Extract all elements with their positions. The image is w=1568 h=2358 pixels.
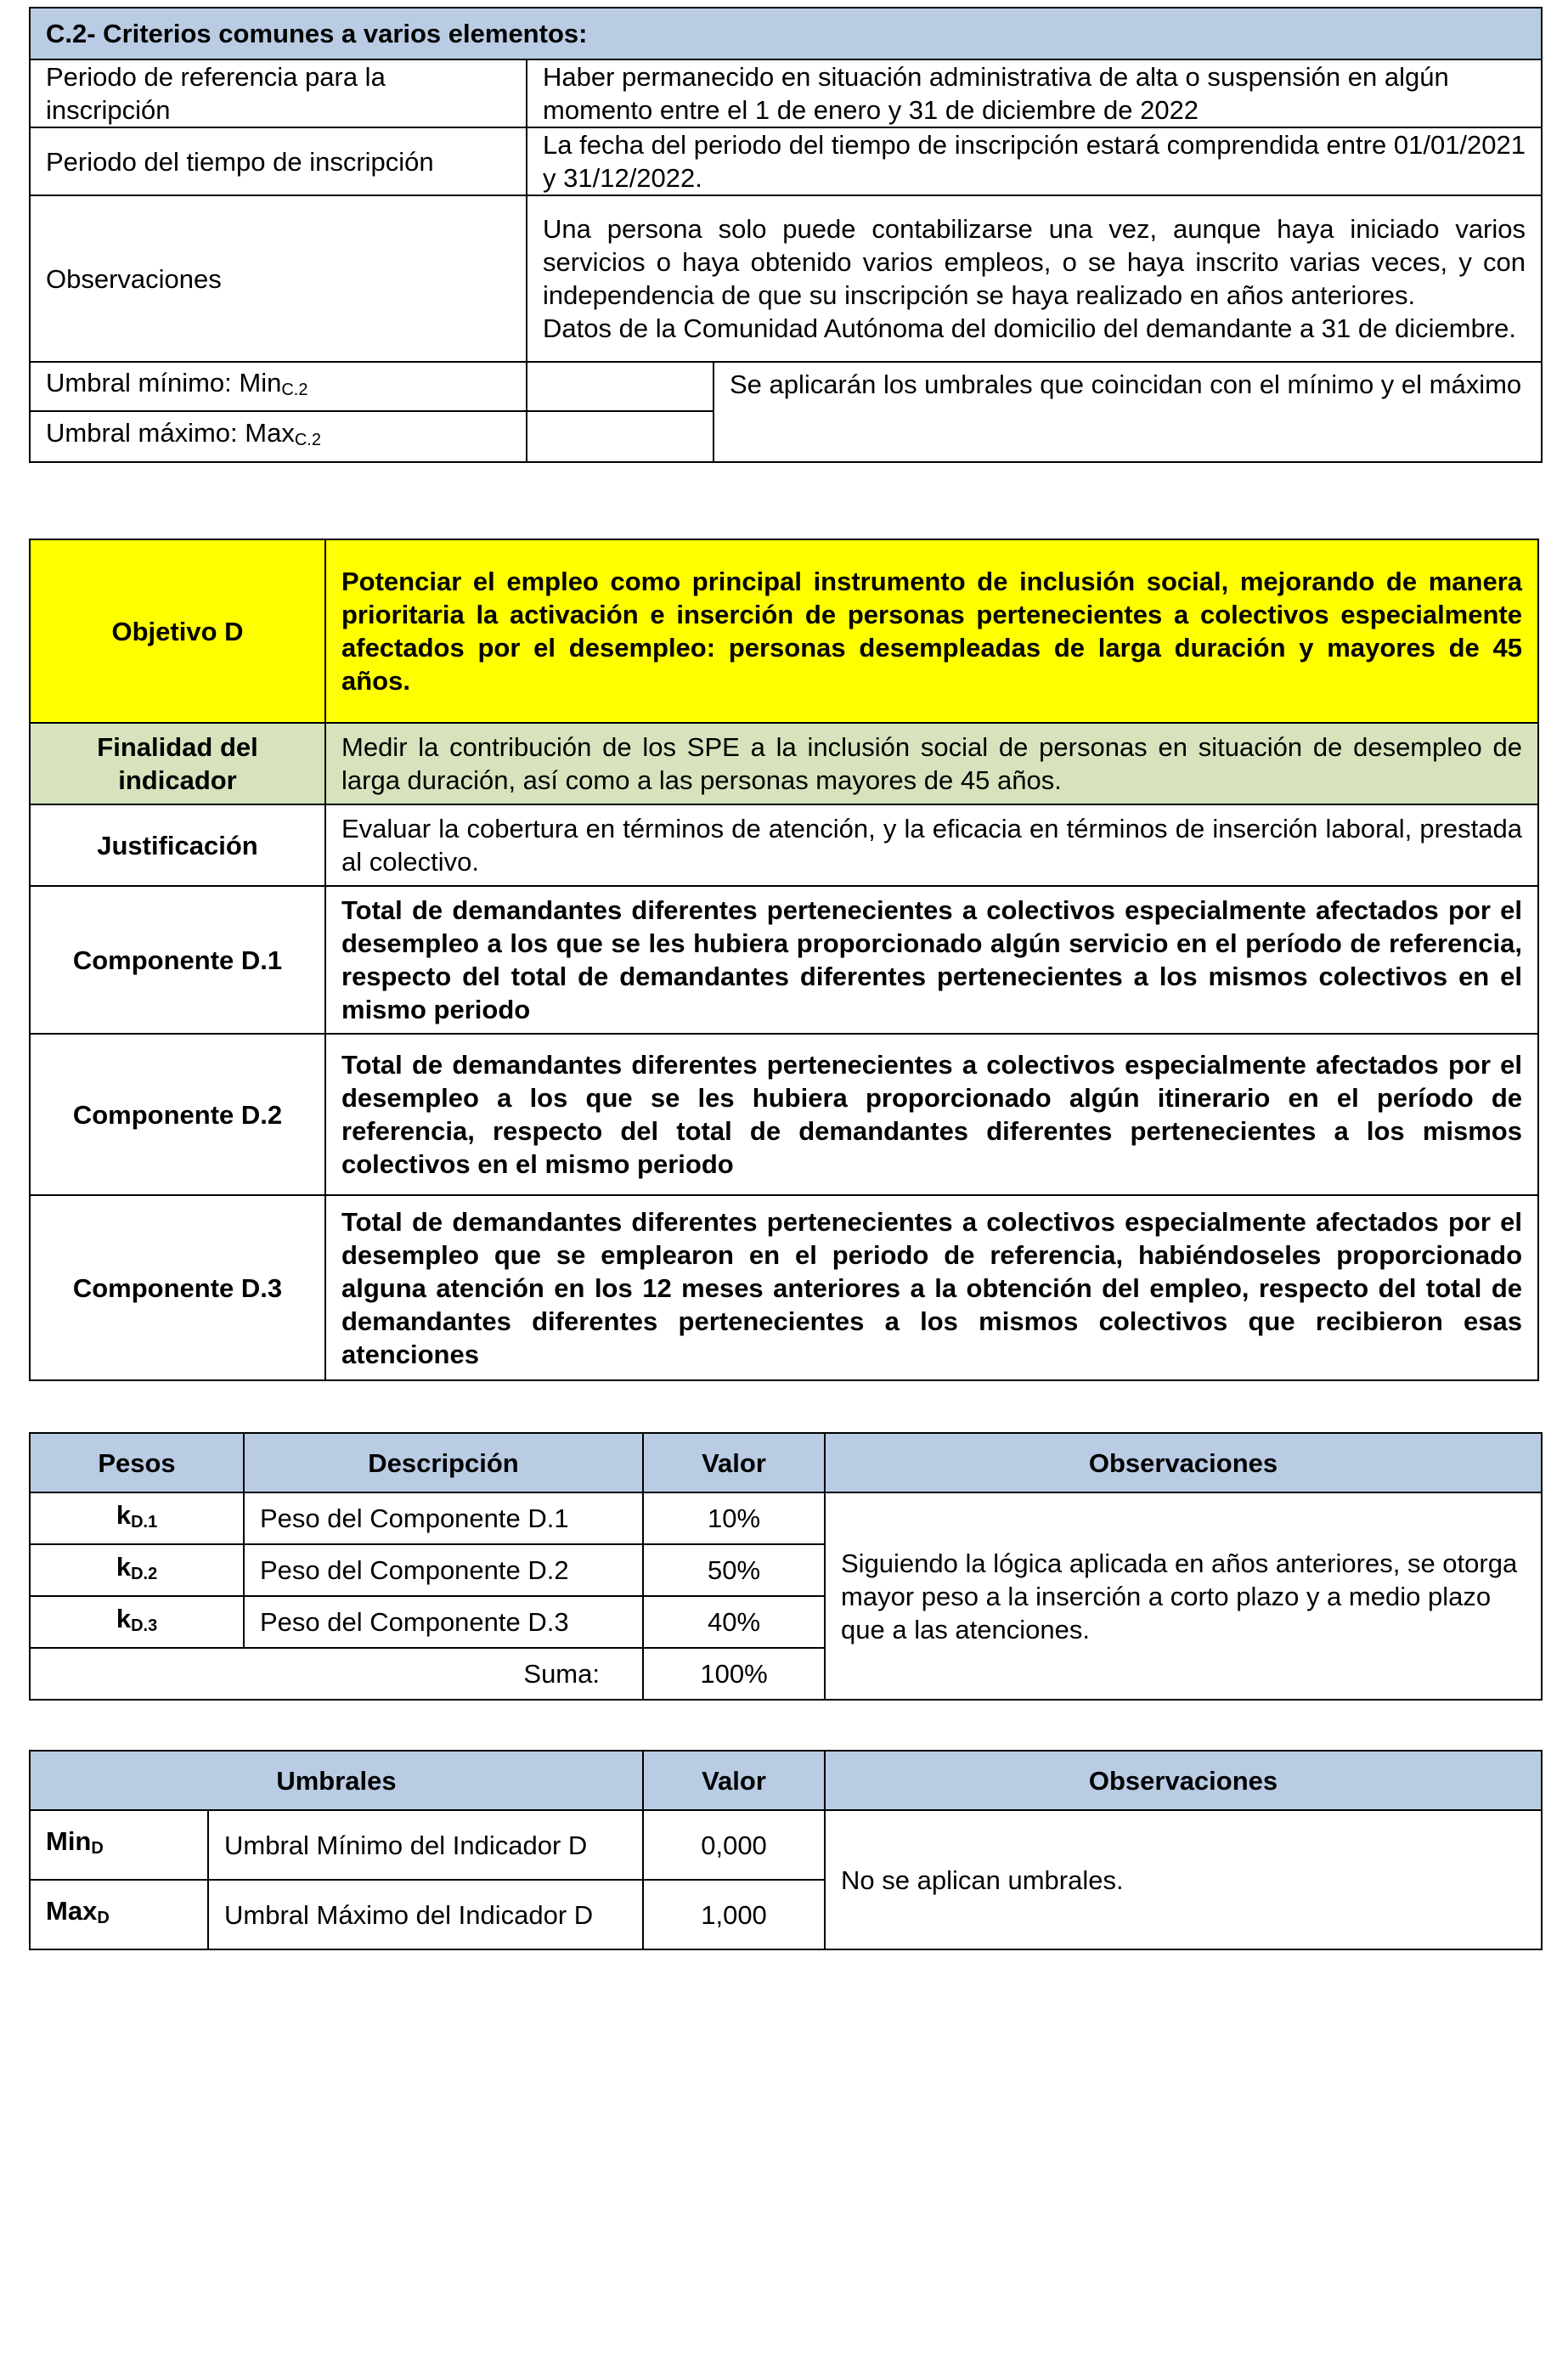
weight-desc-d2: Peso del Componente D.2: [244, 1544, 643, 1596]
component-d1-text: Total de demandantes diferentes pertenecientes a colectivos especialmente afectados por el desempleo a los que se les hubiera proporcionado algún servicio en el período de referencia, respecto del total de demandantes diferentes pertenecientes a los mismos colectivos en el mismo periodo: [325, 886, 1538, 1034]
component-d3-label: Componente D.3: [30, 1195, 325, 1380]
thresholds-observation: No se aplican umbrales.: [825, 1810, 1542, 1949]
c2-reference-period-label: Periodo de referencia para la inscripción: [30, 59, 527, 127]
c2-title: C.2- Criterios comunes a varios elementos:: [30, 8, 1542, 59]
c2-max-label-text: Umbral máximo: Max: [46, 418, 295, 448]
c2-inscription-period-value: La fecha del periodo del tiempo de inscripción estará comprendida entre 01/01/2021 y 31/12/2022.: [527, 127, 1542, 195]
weight-k-d1: [30, 1492, 244, 1544]
objective-text: Potenciar el empleo como principal instrumento de inclusión social, mejorando de manera prioritaria la activación e inserción de personas pertenecientes a colectivos especialmente afectados por el desempleo: personas desempleadas de larga duración y mayores de 45 años.: [325, 539, 1538, 723]
weight-desc-d3: Peso del Componente D.3: [244, 1596, 643, 1648]
purpose-label: Finalidad del indicador: [30, 723, 325, 804]
threshold-max-sub: D: [97, 1909, 110, 1927]
threshold-min-value: 0,000: [643, 1810, 825, 1880]
threshold-min-name: [30, 1810, 208, 1880]
objective-label: Objetivo D: [30, 539, 325, 723]
weight-value-d3: 40%: [643, 1596, 825, 1648]
weight-desc-d1: Peso del Componente D.1: [244, 1492, 643, 1544]
weight-k-sub: D.2: [131, 1564, 158, 1583]
weight-value-d2: 50%: [643, 1544, 825, 1596]
weight-k-sub: D.3: [131, 1616, 158, 1635]
thresholds-header-umbrales: Umbrales: [30, 1751, 643, 1810]
c2-min-threshold-value: [527, 362, 713, 411]
c2-reference-period-value: Haber permanecido en situación administrativa de alta o suspensión en algún momento entre el 1 de enero y 31 de diciembre de 2022: [527, 59, 1542, 127]
justification-label: Justificación: [30, 804, 325, 886]
c2-max-threshold-value: [527, 411, 713, 462]
c2-min-label-text: Umbral mínimo: Min: [46, 368, 282, 398]
c2-observation-2: Datos de la Comunidad Autónoma del domicilio del demandante a 31 de diciembre.: [543, 313, 1516, 343]
weights-sum-value: 100%: [643, 1648, 825, 1700]
thresholds-header-valor: Valor: [643, 1751, 825, 1810]
c2-max-sub: C.2: [294, 431, 321, 449]
weight-k-sub: D.1: [131, 1512, 158, 1532]
threshold-max-value: 1,000: [643, 1880, 825, 1949]
weights-table: [29, 1432, 1543, 1701]
c2-observations-label: Observaciones: [30, 195, 527, 362]
weights-header-descripcion: Descripción: [244, 1433, 643, 1492]
c2-observations-value: [527, 195, 1542, 362]
weight-value-d1: 10%: [643, 1492, 825, 1544]
component-d2-text: Total de demandantes diferentes pertenecientes a colectivos especialmente afectados por el desempleo a los que se les hubiera proporcionado algún itinerario en el período de referencia, respecto del total de demandantes diferentes pertenecientes a los mismos colectivos en el mismo periodo: [325, 1034, 1538, 1195]
weights-header-pesos: Pesos: [30, 1433, 244, 1492]
threshold-max-text: Max: [46, 1896, 98, 1926]
purpose-text: Medir la contribución de los SPE a la inclusión social de personas en situación de desempleo de larga duración, así como a las personas mayores de 45 años.: [325, 723, 1538, 804]
threshold-min-text: Min: [46, 1826, 92, 1856]
weight-k-symbol: k: [116, 1603, 132, 1633]
threshold-min-sub: D: [91, 1839, 104, 1858]
threshold-min-desc: Umbral Mínimo del Indicador D: [208, 1810, 643, 1880]
c2-inscription-period-label: Periodo del tiempo de inscripción: [30, 127, 527, 195]
c2-min-threshold-label: [30, 362, 527, 411]
weights-header-observaciones: Observaciones: [825, 1433, 1542, 1492]
threshold-max-name: [30, 1880, 208, 1949]
weights-observation: Siguiendo la lógica aplicada en años anteriores, se otorga mayor peso a la inserción a corto plazo y a medio plazo que a las atenciones.: [825, 1492, 1542, 1700]
c2-threshold-note: Se aplicarán los umbrales que coincidan con el mínimo y el máximo: [713, 362, 1542, 462]
weight-k-symbol: k: [116, 1551, 132, 1582]
c2-max-threshold-label: [30, 411, 527, 462]
component-d3-text: Total de demandantes diferentes pertenecientes a colectivos especialmente afectados por el desempleo que se emplearon en el periodo de referencia, habiéndoseles proporcionado alguna atención en los 12 meses anteriores a la obtención del empleo, respecto del total de demandantes diferentes pertenecientes a los mismos colectivos que recibieron esas atenciones: [325, 1195, 1538, 1380]
weight-k-symbol: k: [116, 1499, 132, 1530]
weight-k-d3: [30, 1596, 244, 1648]
c2-criteria-table: [29, 7, 1543, 463]
weights-sum-label: Suma:: [30, 1648, 643, 1700]
thresholds-table: [29, 1750, 1543, 1950]
thresholds-header-observaciones: Observaciones: [825, 1751, 1542, 1810]
justification-text: Evaluar la cobertura en términos de atención, y la eficacia en términos de inserción laboral, prestada al colectivo.: [325, 804, 1538, 886]
c2-min-sub: C.2: [281, 381, 308, 399]
threshold-max-desc: Umbral Máximo del Indicador D: [208, 1880, 643, 1949]
component-d2-label: Componente D.2: [30, 1034, 325, 1195]
objective-d-table: [29, 539, 1539, 1381]
weight-k-d2: [30, 1544, 244, 1596]
component-d1-label: Componente D.1: [30, 886, 325, 1034]
weights-header-valor: Valor: [643, 1433, 825, 1492]
c2-observation-1: Una persona solo puede contabilizarse una vez, aunque haya iniciado varios servicios o haya obtenido varios empleos, o se haya inscrito varias veces, y con independencia de que su inscripción se haya realizado en años anteriores.: [543, 214, 1526, 310]
